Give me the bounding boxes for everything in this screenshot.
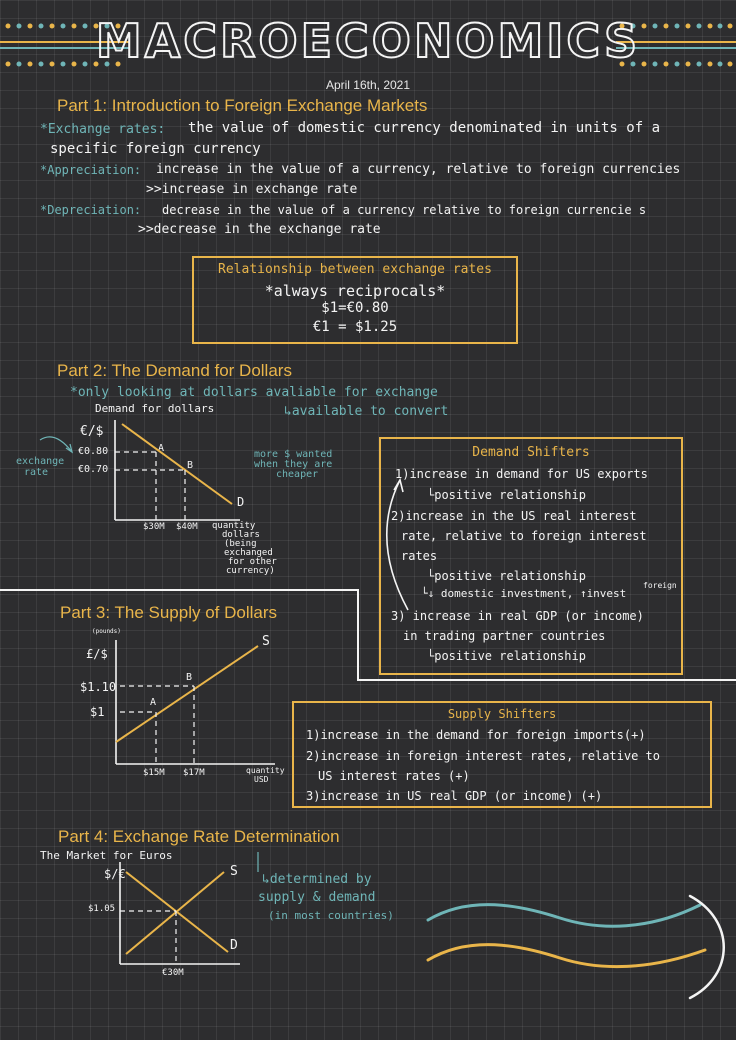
part3-heading: Part 3: The Supply of Dollars	[60, 603, 278, 622]
def-exchange-rates: the value of domestic currency denominated in units of a	[188, 120, 661, 136]
supply-y-axis-label: £/$	[86, 647, 108, 661]
supply-shifter-1: 1)increase in the demand for foreign imports(+)	[306, 728, 646, 742]
demand-x-label-line-3: (being	[224, 539, 257, 549]
demand-y-value-1: €0.80	[78, 446, 109, 457]
demand-x-label-line-2: dollars	[222, 530, 260, 540]
exchange-rate-label-2: rate	[24, 467, 49, 478]
relationship-line-1: *always reciprocals*	[264, 282, 446, 300]
demand-shifter-2-relationship: └positive relationship	[427, 569, 586, 583]
demand-shifter-1-relationship: └positive relationship	[427, 488, 586, 502]
part1-heading: Part 1: Introduction to Foreign Exchange Markets	[57, 96, 428, 115]
demand-shifter-2-foreign: foreign	[643, 581, 677, 590]
determined-note-1: ↳determined by	[262, 872, 372, 887]
euro-supply-label: S	[230, 864, 238, 879]
demand-point-a: A	[158, 443, 165, 454]
part2-note-sub: ↳available to convert	[284, 404, 449, 419]
def-depreciation-result: >>decrease in the exchange rate	[138, 222, 381, 237]
demand-shifter-2: 2)increase in the US real interest	[391, 509, 637, 523]
demand-shifter-3: 3) increase in real GDP (or income)	[391, 609, 644, 623]
supply-shifter-2-cont: US interest rates (+)	[318, 769, 470, 783]
demand-shifter-3-cont: in trading partner countries	[403, 629, 606, 643]
demand-graph-title: Demand for dollars	[95, 402, 215, 415]
demand-shifter-1: 1)increase in demand for US exports	[395, 467, 648, 481]
determined-note-2: supply & demand	[258, 890, 376, 905]
euro-demand-label: D	[230, 938, 238, 953]
relationship-line-3: €1 = $1.25	[312, 319, 398, 335]
supply-x-value-1: $15M	[143, 768, 165, 778]
more-wanted-line-1: more $ wanted	[254, 449, 333, 460]
demand-shifter-2-rates: rates	[401, 549, 438, 563]
def-appreciation-result: >>increase in exchange rate	[146, 182, 358, 197]
demand-y-axis-label: €/$	[80, 424, 104, 439]
supply-shifter-2: 2)increase in foreign interest rates, relative to	[306, 749, 661, 763]
page-title: MACROECONOMICS	[95, 14, 641, 68]
supply-x-value-2: $17M	[183, 768, 205, 778]
supply-point-b: B	[186, 672, 193, 683]
euro-market-title: The Market for Euros	[40, 849, 173, 862]
def-depreciation: decrease in the value of a currency relative to foreign currencie s	[162, 203, 647, 217]
euro-y-axis-label: $/€	[104, 867, 126, 881]
relationship-title: Relationship between exchange rates	[218, 262, 492, 277]
relationship-line-2: $1=€0.80	[321, 300, 389, 316]
part2-note: *only looking at dollars avaliable for exchange	[70, 385, 438, 400]
demand-x-value-1: $30M	[143, 522, 165, 532]
supply-point-a: A	[150, 697, 157, 708]
demand-y-value-2: €0.70	[78, 464, 109, 475]
supply-y-value-1: $1.10	[80, 680, 117, 694]
supply-x-label-line-2: USD	[254, 775, 269, 784]
demand-shifter-2-investment: └↓ domestic investment, ↑invest	[421, 587, 627, 600]
demand-x-label-line-4: exchanged	[224, 548, 273, 558]
euro-x-value: €30M	[162, 968, 184, 978]
part2-heading: Part 2: The Demand for Dollars	[57, 361, 292, 380]
demand-x-label-line-6: currency)	[226, 566, 275, 576]
def-exchange-rates-cont: specific foreign currency	[50, 141, 261, 157]
exchange-rate-label-1: exchange	[16, 456, 65, 467]
demand-x-label-line-5: for other	[228, 557, 277, 567]
more-wanted-line-2: when they are	[254, 459, 333, 470]
demand-curve-label: D	[237, 495, 245, 509]
term-depreciation: *Depreciation:	[40, 203, 142, 217]
euro-y-value: $1.05	[88, 904, 116, 914]
demand-point-b: B	[187, 460, 194, 471]
determined-note-3: (in most countries)	[268, 909, 394, 922]
supply-x-label-line-1: quantity	[246, 766, 285, 775]
term-appreciation: *Appreciation:	[40, 163, 142, 177]
term-exchange-rates: *Exchange rates:	[40, 122, 166, 137]
supply-y-axis-small: (pounds)	[92, 628, 121, 635]
demand-shifter-3-relationship: └positive relationship	[427, 649, 586, 663]
page-date: April 16th, 2021	[325, 78, 411, 92]
def-appreciation: increase in the value of a currency, relative to foreign currencies	[156, 162, 681, 177]
supply-y-value-2: $1	[90, 705, 105, 719]
demand-x-value-2: $40M	[176, 522, 198, 532]
supply-curve-label: S	[262, 634, 270, 649]
more-wanted-line-3: cheaper	[276, 469, 319, 480]
part4-heading: Part 4: Exchange Rate Determination	[58, 827, 340, 846]
demand-x-label-line-1: quantity	[212, 521, 256, 531]
supply-shifters-title: Supply Shifters	[447, 707, 557, 721]
demand-shifters-title: Demand Shifters	[472, 445, 590, 460]
demand-shifter-2-cont: rate, relative to foreign interest	[401, 529, 647, 543]
supply-shifter-3: 3)increase in US real GDP (or income) (+)	[306, 789, 603, 803]
